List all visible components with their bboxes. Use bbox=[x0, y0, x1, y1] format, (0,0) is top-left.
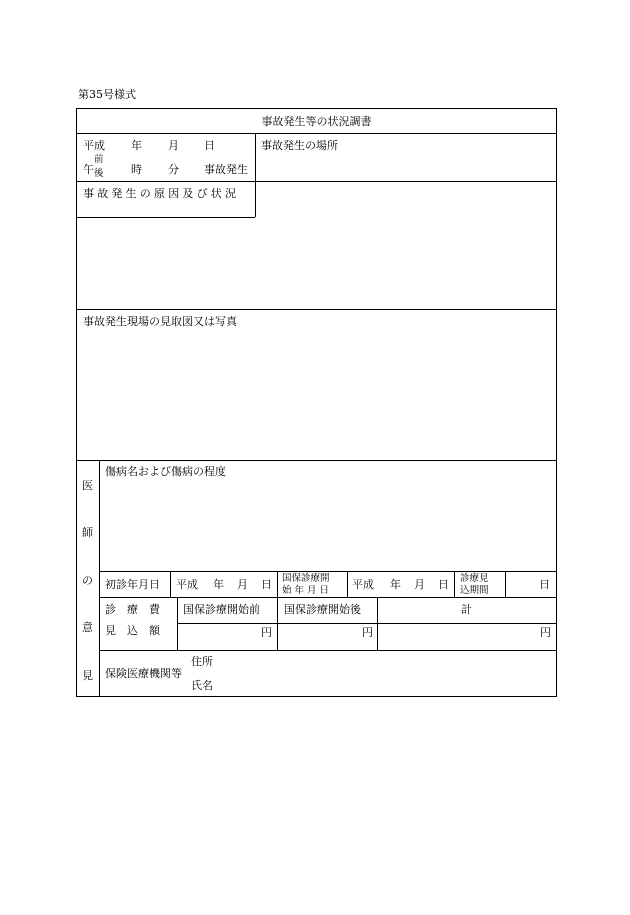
side-label-char: 意 bbox=[82, 621, 93, 634]
divider bbox=[99, 460, 100, 696]
divider bbox=[99, 597, 556, 598]
divider bbox=[177, 623, 556, 624]
divider bbox=[277, 571, 278, 650]
side-label-char: の bbox=[82, 574, 93, 587]
period-label: 診療見 bbox=[460, 573, 489, 584]
divider bbox=[77, 309, 556, 310]
period-label: 込期間 bbox=[460, 585, 489, 596]
address-label: 住所 bbox=[191, 655, 213, 668]
cause-label: 事故発生の原因及び状況 bbox=[83, 187, 240, 200]
yen-unit: 円 bbox=[540, 626, 551, 639]
divider bbox=[505, 571, 506, 597]
form-number: 第35号様式 bbox=[78, 88, 136, 101]
am-pm-label: 午 bbox=[83, 163, 94, 176]
first-visit-month: 月 bbox=[237, 578, 248, 591]
side-label-char: 医 bbox=[82, 479, 93, 492]
diagram-label: 事故発生現場の見取図又は写真 bbox=[83, 315, 237, 328]
period-unit: 日 bbox=[539, 578, 550, 591]
side-label-char: 師 bbox=[82, 526, 93, 539]
status-report-form bbox=[76, 108, 557, 697]
divider bbox=[77, 217, 255, 218]
yen-unit: 円 bbox=[261, 626, 272, 639]
cost-label: 診 療 費 bbox=[105, 603, 160, 616]
month-label: 月 bbox=[168, 139, 179, 152]
divider bbox=[77, 133, 556, 134]
name-label: 氏名 bbox=[191, 679, 213, 692]
era-label: 平成 bbox=[83, 139, 105, 152]
total-label: 計 bbox=[461, 603, 472, 616]
cost-label: 見 込 額 bbox=[105, 624, 160, 637]
pm-label: 後 bbox=[94, 168, 104, 179]
injury-label: 傷病名および傷病の程度 bbox=[105, 465, 226, 478]
form-title: 事故発生等の状況調書 bbox=[261, 115, 372, 128]
nhi-start-day: 日 bbox=[438, 578, 449, 591]
occurrence-label: 事故発生 bbox=[204, 163, 248, 176]
am-label: 前 bbox=[94, 154, 104, 165]
yen-unit: 円 bbox=[362, 626, 373, 639]
nhi-start-label: 国保診療開 bbox=[282, 573, 330, 584]
nhi-start-year: 年 bbox=[390, 578, 401, 591]
after-nhi-label: 国保診療開始後 bbox=[284, 603, 361, 616]
year-label: 年 bbox=[131, 139, 142, 152]
divider bbox=[255, 133, 256, 217]
divider bbox=[170, 571, 171, 597]
institution-label: 保険医療機関等 bbox=[105, 667, 182, 680]
nhi-start-label: 始 年 月 日 bbox=[282, 585, 330, 596]
before-nhi-label: 国保診療開始前 bbox=[183, 603, 260, 616]
first-visit-day: 日 bbox=[261, 578, 272, 591]
divider bbox=[347, 571, 348, 597]
divider bbox=[454, 571, 455, 597]
first-visit-label: 初診年月日 bbox=[105, 578, 160, 591]
divider bbox=[77, 181, 556, 182]
first-visit-era: 平成 bbox=[176, 578, 198, 591]
nhi-start-era: 平成 bbox=[352, 578, 374, 591]
first-visit-year: 年 bbox=[213, 578, 224, 591]
day-label: 日 bbox=[204, 139, 215, 152]
nhi-start-month: 月 bbox=[414, 578, 425, 591]
divider bbox=[99, 650, 556, 651]
divider bbox=[77, 460, 556, 461]
side-label-char: 見 bbox=[82, 669, 93, 682]
location-label: 事故発生の場所 bbox=[261, 139, 338, 152]
divider bbox=[99, 571, 556, 572]
hour-label: 時 bbox=[131, 163, 142, 176]
minute-label: 分 bbox=[168, 163, 179, 176]
